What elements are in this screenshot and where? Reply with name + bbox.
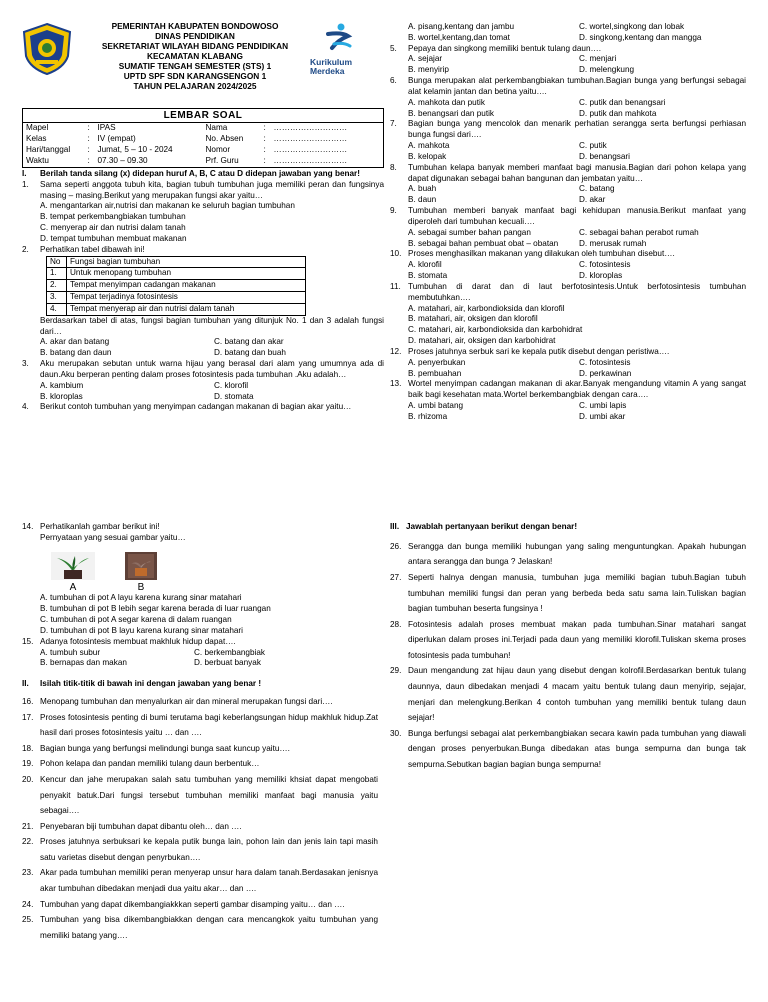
header-line-6: UPTD SPF SDN KARANGSENGON 1 bbox=[123, 70, 267, 81]
section-title: Isilah titik-titik di bawah ini dengan jawaban yang benar ! bbox=[40, 679, 262, 689]
option-d[interactable]: D. tumbuhan di pot B layu karena kurang sinar matahari bbox=[40, 625, 243, 635]
option-c[interactable]: C. umbi lapis bbox=[579, 400, 627, 410]
lembar-soal-box bbox=[22, 108, 384, 168]
option-d[interactable]: D. umbi akar bbox=[579, 411, 626, 421]
column-right-bottom bbox=[390, 522, 746, 773]
question-23 bbox=[22, 865, 378, 896]
question-12 bbox=[390, 347, 746, 379]
table-cell: 4. bbox=[47, 303, 67, 315]
question-text: Seperti halnya dengan manusia, tumbuhan juga memiliki bagian tubuh.Bagian tubuh tumbuhan memiliki fungsi dan peran yang berbeda beda satu sama lain.Tuliskan bagian bagian tumbuhan beserta fungsinya ! bbox=[408, 572, 746, 614]
kurikulum-merdeka-icon bbox=[308, 22, 366, 54]
plant-function-table bbox=[46, 256, 306, 316]
info-row bbox=[23, 156, 384, 167]
picture-b bbox=[118, 552, 164, 594]
option-c[interactable]: C. putik bbox=[579, 141, 607, 151]
question-number: 19. bbox=[22, 759, 34, 769]
question-17 bbox=[22, 710, 378, 741]
question-number: 4. bbox=[22, 402, 29, 412]
option-c[interactable]: C. menjari bbox=[579, 54, 617, 64]
table-cell: Tempat terjadinya fotosintesis bbox=[67, 292, 306, 304]
option-b[interactable]: B. kloroplas bbox=[40, 391, 83, 401]
question-8 bbox=[390, 163, 746, 206]
question-6 bbox=[390, 76, 746, 119]
column-left-top bbox=[22, 169, 384, 413]
question-15 bbox=[22, 637, 378, 669]
info-colon: : bbox=[263, 134, 266, 144]
option-d[interactable]: D. kloroplas bbox=[579, 271, 623, 281]
question-22 bbox=[22, 834, 378, 865]
question-4 bbox=[22, 402, 384, 413]
question-number: 6. bbox=[390, 76, 397, 86]
question-3 bbox=[22, 359, 384, 402]
option-a[interactable]: A. tumbuhan di pot A layu karena kurang sinar matahari bbox=[40, 593, 242, 603]
question-number: 29. bbox=[390, 666, 402, 676]
question-text: Bagian bunga yang mencolok dan menarik perhatian serangga serta berfungsi perhiasan bunga fungsi dari…. bbox=[408, 119, 746, 140]
header-line-2: DINAS PENDIDIKAN bbox=[155, 30, 235, 41]
question-11 bbox=[390, 282, 746, 347]
option-b[interactable]: B. kelopak bbox=[408, 151, 447, 161]
section-number: II. bbox=[22, 679, 29, 689]
question-number: 2. bbox=[22, 244, 29, 254]
question-number: 5. bbox=[390, 43, 397, 53]
table-cell: 3. bbox=[47, 292, 67, 304]
question-number: 9. bbox=[390, 206, 397, 216]
plant-pot-b-image bbox=[119, 552, 163, 580]
question-2 bbox=[22, 245, 384, 256]
absen-field[interactable]: ……………………… bbox=[273, 134, 348, 144]
question-number: 13. bbox=[390, 379, 402, 389]
table-row bbox=[47, 292, 306, 304]
header-line-4: KECAMATAN KLABANG bbox=[146, 50, 244, 61]
info-colon: : bbox=[87, 123, 90, 133]
option-c[interactable]: C. wortel,singkong dan lobak bbox=[579, 22, 685, 31]
question-text: Proses jatuhnya serbuk sari ke kepala putik disebut dengan peristiwa…. bbox=[408, 346, 670, 356]
option-b[interactable]: B. pembuahan bbox=[408, 368, 462, 378]
info-key: Hari/tanggal bbox=[26, 145, 71, 155]
table-cell: Tempat menyerap air dan nutrisi dalam tanah bbox=[67, 303, 306, 315]
info-key: Nomor bbox=[205, 145, 231, 155]
question-1 bbox=[22, 180, 384, 245]
info-row bbox=[23, 123, 384, 134]
question-text: Berikut contoh tumbuhan yang menyimpan cadangan makanan di bagian akar yaitu… bbox=[40, 402, 352, 412]
option-b[interactable]: B. wortel,kentang,dan tomat bbox=[408, 32, 510, 42]
option-a[interactable]: A. buah bbox=[408, 184, 437, 194]
option-c[interactable]: C. fotosintesis bbox=[579, 357, 631, 367]
option-d[interactable]: D. stomata bbox=[214, 391, 254, 401]
question-text: Berdasarkan tabel di atas, fungsi bagian tumbuhan yang ditunjuk No. 1 dan 3 adalah fungsi dari… bbox=[40, 315, 384, 336]
question-24 bbox=[22, 897, 378, 913]
info-row bbox=[23, 134, 384, 145]
info-value: 07.30 – 09.30 bbox=[97, 156, 148, 166]
option-a[interactable]: A. kambium bbox=[40, 380, 84, 390]
question-text: Akar pada tumbuhan memiliki peran menyerap unsur hara dalam tanah.Berdasakan jenisnya akar tumbuhan dibedakan menjadi dua yaitu akar… dan …. bbox=[40, 868, 378, 894]
question-number: 24. bbox=[22, 899, 34, 909]
table-row bbox=[47, 303, 306, 315]
question-26 bbox=[390, 539, 746, 570]
question-text: Kencur dan jahe merupakan salah satu tumbuhan yang memiliki khsiat dapat mengobati penyakit batuk.Dari fungsi tersebut tumbuhan memiliki manfaat bagi manusia yaitu sebagai…. bbox=[40, 775, 378, 816]
option-d[interactable]: D. perkawinan bbox=[579, 368, 632, 378]
option-c[interactable]: C. batang bbox=[579, 184, 615, 194]
table-header-cell: Fungsi bagian tumbuhan bbox=[67, 256, 306, 268]
option-a[interactable]: A. mahkota dan putik bbox=[408, 97, 485, 107]
question-number: 30. bbox=[390, 728, 402, 738]
info-colon: : bbox=[263, 145, 266, 155]
option-a[interactable]: A. penyerbukan bbox=[408, 357, 466, 367]
info-key: Mapel bbox=[26, 123, 49, 133]
option-b[interactable]: B. daun bbox=[408, 195, 437, 205]
option-b[interactable]: B. bernapas dan makan bbox=[40, 658, 127, 668]
question-16 bbox=[22, 694, 378, 710]
info-value: IV (empat) bbox=[97, 134, 136, 144]
option-d[interactable]: D. singkong,kentang dan mangga bbox=[579, 32, 702, 42]
picture-a bbox=[50, 552, 96, 594]
question-20 bbox=[22, 772, 378, 819]
info-key: Waktu bbox=[26, 156, 49, 166]
option-a[interactable]: A. sebagai sumber bahan pangan bbox=[408, 227, 531, 237]
fill-in-questions bbox=[22, 694, 378, 943]
question-text: Proses menghasilkan makanan yang dilakukan oleh tumbuhan disebut…. bbox=[408, 249, 675, 259]
info-row bbox=[23, 145, 384, 156]
option-a[interactable]: A. klorofil bbox=[408, 260, 442, 270]
question-number: 3. bbox=[22, 359, 29, 369]
column-left-bottom bbox=[22, 522, 378, 943]
question-text: Bagian bunga yang berfungsi melindungi bunga saat kuncup yaitu…. bbox=[40, 743, 290, 753]
question-10 bbox=[390, 249, 746, 281]
question-number: 10. bbox=[390, 249, 402, 259]
guru-field[interactable]: ……………………… bbox=[273, 156, 348, 166]
question-number: 7. bbox=[390, 119, 397, 129]
question-text: Bunga merupakan alat perkembangbiakan tumbuhan.Bagian bunga yang berfungsi sebagai alat kelamin jantan dan betina yaitu…. bbox=[408, 76, 746, 96]
question-number: 18. bbox=[22, 743, 34, 753]
question-number: 22. bbox=[22, 837, 34, 847]
option-d[interactable]: D. tempat tumbuhan membuat makanan bbox=[40, 233, 187, 243]
question-text: Pohon kelapa dan pandan memiliki tulang daun berbentuk… bbox=[40, 759, 260, 769]
option-b[interactable]: B. sebagai bahan pembuat obat – obatan bbox=[408, 238, 559, 248]
bondowoso-crest-logo bbox=[20, 22, 74, 76]
question-text: Fotosintesis adalah proses membuat makan pada tumbuhan.Sinar matahari sangat diperlukan dalam proses ini.Terjadi pada daun yang memiliki klorofil.Tuliskan skema proses fotosintesis pada tumbuhan! bbox=[408, 619, 746, 660]
picture-label-a: A bbox=[69, 582, 77, 594]
info-colon: : bbox=[87, 156, 90, 166]
question-text: Menopang tumbuhan dan menyalurkan air dan mineral merupakan fungsi dari…. bbox=[40, 697, 333, 707]
option-b[interactable]: B. stomata bbox=[408, 271, 448, 281]
option-d[interactable]: D. putik dan mahkota bbox=[579, 108, 657, 118]
question-19 bbox=[22, 756, 378, 772]
table-row bbox=[47, 268, 306, 280]
option-c[interactable]: C. sebagai bahan perabot rumah bbox=[579, 227, 699, 237]
student-info-table bbox=[22, 122, 384, 168]
question-14 bbox=[22, 522, 378, 544]
info-key: No. Absen bbox=[205, 134, 244, 144]
option-b[interactable]: B. benangsari dan putik bbox=[408, 108, 495, 118]
kurikulum-merdeka-logo bbox=[308, 22, 366, 82]
option-c[interactable]: C. batang dan akar bbox=[214, 337, 284, 347]
question-30 bbox=[390, 726, 746, 773]
info-value: IPAS bbox=[97, 123, 116, 133]
question-text: Pepaya dan singkong memiliki bentuk tulang daun…. bbox=[408, 43, 601, 53]
option-a[interactable]: A. akar dan batang bbox=[40, 337, 110, 347]
question-4-options bbox=[390, 22, 746, 44]
table-cell: Untuk menopang tumbuhan bbox=[67, 268, 306, 280]
question-text: Aku merupakan sebutan untuk warna hijau yang berasal dari alam yang umumnya ada di daun.Aku berperan penting dalam proses fotosintesis pada tumbuhan .Aku adalah… bbox=[40, 359, 384, 379]
table-row bbox=[47, 280, 306, 292]
table-header-cell: No bbox=[47, 256, 67, 268]
header-line-1: PEMERINTAH KABUPATEN BONDOWOSO bbox=[111, 21, 279, 31]
question-14-options bbox=[22, 593, 378, 636]
option-b[interactable]: B. rhizoma bbox=[408, 411, 448, 421]
table-cell: 1. bbox=[47, 268, 67, 280]
question-21 bbox=[22, 819, 378, 835]
section-2-heading bbox=[22, 679, 378, 690]
question-text: Pernyataan yang sesuai gambar yaitu… bbox=[40, 532, 186, 542]
question-text: Daun mengandung zat hijau daun yang disebut dengan kolrofil.Berdasarkan bentuk tulang daunnya, daun dibedakan menjadi 4 macam yaitu bentuk tulang daun menyirip, sejajar, menjari dan melengkung.Berikan 4 contoh tumbuhan yang memiliki bentuk tulang daun sejajar! bbox=[408, 666, 746, 723]
nomor-field[interactable]: ……………………… bbox=[273, 145, 348, 155]
question-text: Sama seperti anggota tubuh kita, bagian tubuh tumbuhan juga memiliki peran dan fungsinya masing – masing.Berikut yang merupakan fungsi akar yaitu… bbox=[40, 179, 384, 200]
option-b[interactable]: B. menyirip bbox=[408, 65, 449, 75]
option-a[interactable]: A. pisang,kentang dan jambu bbox=[408, 22, 515, 31]
question-number: 26. bbox=[390, 541, 402, 551]
question-number: 12. bbox=[390, 346, 402, 356]
question-number: 23. bbox=[22, 868, 34, 878]
question-text: Serangga dan bunga memiliki hubungan yang saling menguntungkan. Apakah hubungan antara serangga dan bunga ? Jelaskan! bbox=[408, 541, 746, 567]
question-text: Penyebaran biji tumbuhan dapat dibantu oleh… dan …. bbox=[40, 821, 242, 831]
section-1-heading bbox=[22, 169, 384, 180]
picture-label-b: B bbox=[137, 582, 145, 594]
table-cell: Tempat menyimpan cadangan makanan bbox=[67, 280, 306, 292]
header-line-5: SUMATIF TENGAH SEMESTER (STS) 1 bbox=[118, 60, 272, 71]
question-number: 21. bbox=[22, 821, 34, 831]
option-c[interactable]: C. fotosintesis bbox=[579, 260, 631, 270]
question-number: 20. bbox=[22, 775, 34, 784]
option-c[interactable]: C. klorofil bbox=[214, 380, 249, 390]
question-text: Adanya fotosintesis membuat makhluk hidup dapat…. bbox=[40, 636, 236, 646]
question-text: Wortel menyimpan cadangan makanan di akar.Banyak mengandung vitamin A yang sangat baik bagi kesehatan mata.Wortel berkembangbiak dengan cara…. bbox=[408, 379, 746, 400]
question-29 bbox=[390, 663, 746, 725]
option-d[interactable]: D. melengkung bbox=[579, 65, 635, 75]
option-d[interactable]: D. merusak rumah bbox=[579, 238, 647, 248]
info-key: Kelas bbox=[26, 134, 47, 144]
question-text: Perhatikanlah gambar berikut ini! bbox=[40, 522, 160, 531]
question-number: 25. bbox=[22, 915, 34, 925]
table-cell: 2. bbox=[47, 280, 67, 292]
question-number: 17. bbox=[22, 712, 34, 722]
option-b[interactable]: B. tempat perkembangbiakan tumbuhan bbox=[40, 212, 186, 222]
option-b[interactable]: B. batang dan daun bbox=[40, 348, 112, 358]
plant-pot-a-image bbox=[51, 552, 95, 580]
info-colon: : bbox=[263, 123, 266, 133]
question-text: Tumbuhan yang dapat dikembangiakkkan seperti gambar disamping yaitu… dan …. bbox=[40, 899, 345, 909]
info-value: Jumat, 5 – 10 - 2024 bbox=[97, 145, 173, 155]
question-text: Tumbuhan memberi banyak manfaat bagi kehidupan manusia.Berikut manfaat yang diperoleh dari tumbuhan kecuali…. bbox=[408, 206, 746, 226]
question-number: 1. bbox=[22, 179, 29, 189]
option-d[interactable]: D. akar bbox=[579, 195, 606, 205]
question-number: 8. bbox=[390, 162, 397, 172]
info-colon: : bbox=[87, 145, 90, 155]
option-a[interactable]: A. umbi batang bbox=[408, 400, 464, 410]
info-colon: : bbox=[87, 134, 90, 144]
question-number: 27. bbox=[390, 572, 402, 582]
option-a[interactable]: A. mahkota bbox=[408, 141, 450, 151]
option-d[interactable]: D. benangsari bbox=[579, 151, 630, 161]
option-c[interactable]: C. berkembangbiak bbox=[194, 647, 265, 657]
option-a[interactable]: A. mengantarkan air,nutrisi dan makanan ke seluruh bagian tumbuhan bbox=[40, 201, 295, 211]
option-b[interactable]: B. matahari, air, oksigen dan klorofil bbox=[408, 314, 538, 324]
section-title: Berilah tanda silang (x) didepan huruf A, B, C atau D didepan jawaban yang benar! bbox=[40, 169, 360, 178]
header-line-7: TAHUN PELAJARAN 2024/2025 bbox=[133, 80, 257, 91]
question-28 bbox=[390, 617, 746, 664]
logo-text-merdeka: Merdeka bbox=[310, 66, 345, 77]
info-key: Prf. Guru bbox=[205, 156, 239, 166]
question-number: 15. bbox=[22, 636, 34, 646]
question-18 bbox=[22, 741, 378, 757]
section-3-heading bbox=[390, 522, 746, 533]
option-d[interactable]: D. berbuat banyak bbox=[194, 658, 261, 668]
option-d[interactable]: D. batang dan buah bbox=[214, 348, 286, 358]
option-b[interactable]: B. tumbuhan di pot B lebih segar karena berada di luar ruangan bbox=[40, 604, 271, 614]
option-c[interactable]: C. putik dan benangsari bbox=[579, 97, 666, 107]
lembar-soal-title: LEMBAR SOAL bbox=[22, 108, 384, 122]
school-header bbox=[75, 22, 315, 92]
section-number: III. bbox=[390, 522, 400, 531]
question-13 bbox=[390, 379, 746, 422]
essay-questions bbox=[390, 539, 746, 773]
column-right-top bbox=[390, 22, 746, 423]
plant-pictures bbox=[50, 552, 378, 594]
question-text: Proses jatuhnya serbuksari ke kepala putik bunga lain, pohon lain dan jenis lain tapi masih satu varietas disebut dengan penyrbukan…. bbox=[40, 837, 378, 862]
question-9 bbox=[390, 206, 746, 249]
option-d[interactable]: D. matahari, air, oksigen dan karbohidrat bbox=[408, 336, 556, 346]
question-number: 14. bbox=[22, 522, 34, 531]
question-text: Tumbuhan di darat dan di laut berfotosintesis.Untuk berfotosintesis tumbuhan membutuhkan…. bbox=[408, 281, 746, 302]
option-a[interactable]: A. tumbuh subur bbox=[40, 647, 101, 657]
info-key: Nama bbox=[205, 123, 228, 133]
header-line-3: SEKRETARIAT WILAYAH BIDANG PENDIDIKAN bbox=[101, 40, 289, 51]
question-text: Proses fotosintesis penting di bumi terutama bagi keberlangsungan hidup makhluk hidup.Zat hasil dari proses fotosintesis yaitu … dan …. bbox=[40, 712, 378, 738]
question-2-body bbox=[22, 316, 384, 359]
info-colon: : bbox=[263, 156, 266, 166]
option-a[interactable]: A. matahari, air, karbondioksida dan klorofil bbox=[408, 303, 565, 313]
question-5 bbox=[390, 44, 746, 76]
option-c[interactable]: C. matahari, air, karbondioksida dan karbohidrat bbox=[408, 325, 583, 335]
question-text: Bunga berfungsi sebagai alat perkembangbiakan secara kawin pada tumbuhan yang diawali dengan proses penyerbukan.Bunga dibedakan atas bunga sempurna dan bunga tak sempurna.Sebutkan bagian bagian bunga sempurna! bbox=[408, 728, 746, 769]
question-27 bbox=[390, 570, 746, 617]
option-a[interactable]: A. sejajar bbox=[408, 54, 443, 64]
logo-text-kurikulum: Kurikulum bbox=[310, 56, 353, 67]
question-number: 11. bbox=[390, 281, 401, 291]
question-number: 16. bbox=[22, 697, 34, 707]
option-c[interactable]: C. tumbuhan di pot A segar karena di dalam ruangan bbox=[40, 615, 232, 625]
question-text: Tumbuhan yang bisa dikembangbiakkan dengan cara mencangkok yaitu tumbuhan yang memiliki batang yang…. bbox=[40, 915, 378, 940]
option-c[interactable]: C. menyerap air dan nutrisi dalam tanah bbox=[40, 223, 186, 233]
name-field[interactable]: ……………………… bbox=[273, 123, 348, 133]
table-header-row bbox=[47, 256, 306, 268]
question-25 bbox=[22, 912, 378, 943]
question-7 bbox=[390, 119, 746, 162]
section-number: I. bbox=[22, 169, 27, 178]
question-number: 28. bbox=[390, 619, 402, 629]
section-title: Jawablah pertanyaan berikut dengan benar! bbox=[406, 522, 578, 531]
question-text: Tumbuhan kelapa banyak memberi manfaat bagi manusia.Bagian dari pohon kelapa yang dapat digunakan sebagai bahan bangunan dan jembatan yaitu… bbox=[408, 162, 746, 183]
question-text: Perhatikan tabel dibawah ini! bbox=[40, 244, 145, 254]
